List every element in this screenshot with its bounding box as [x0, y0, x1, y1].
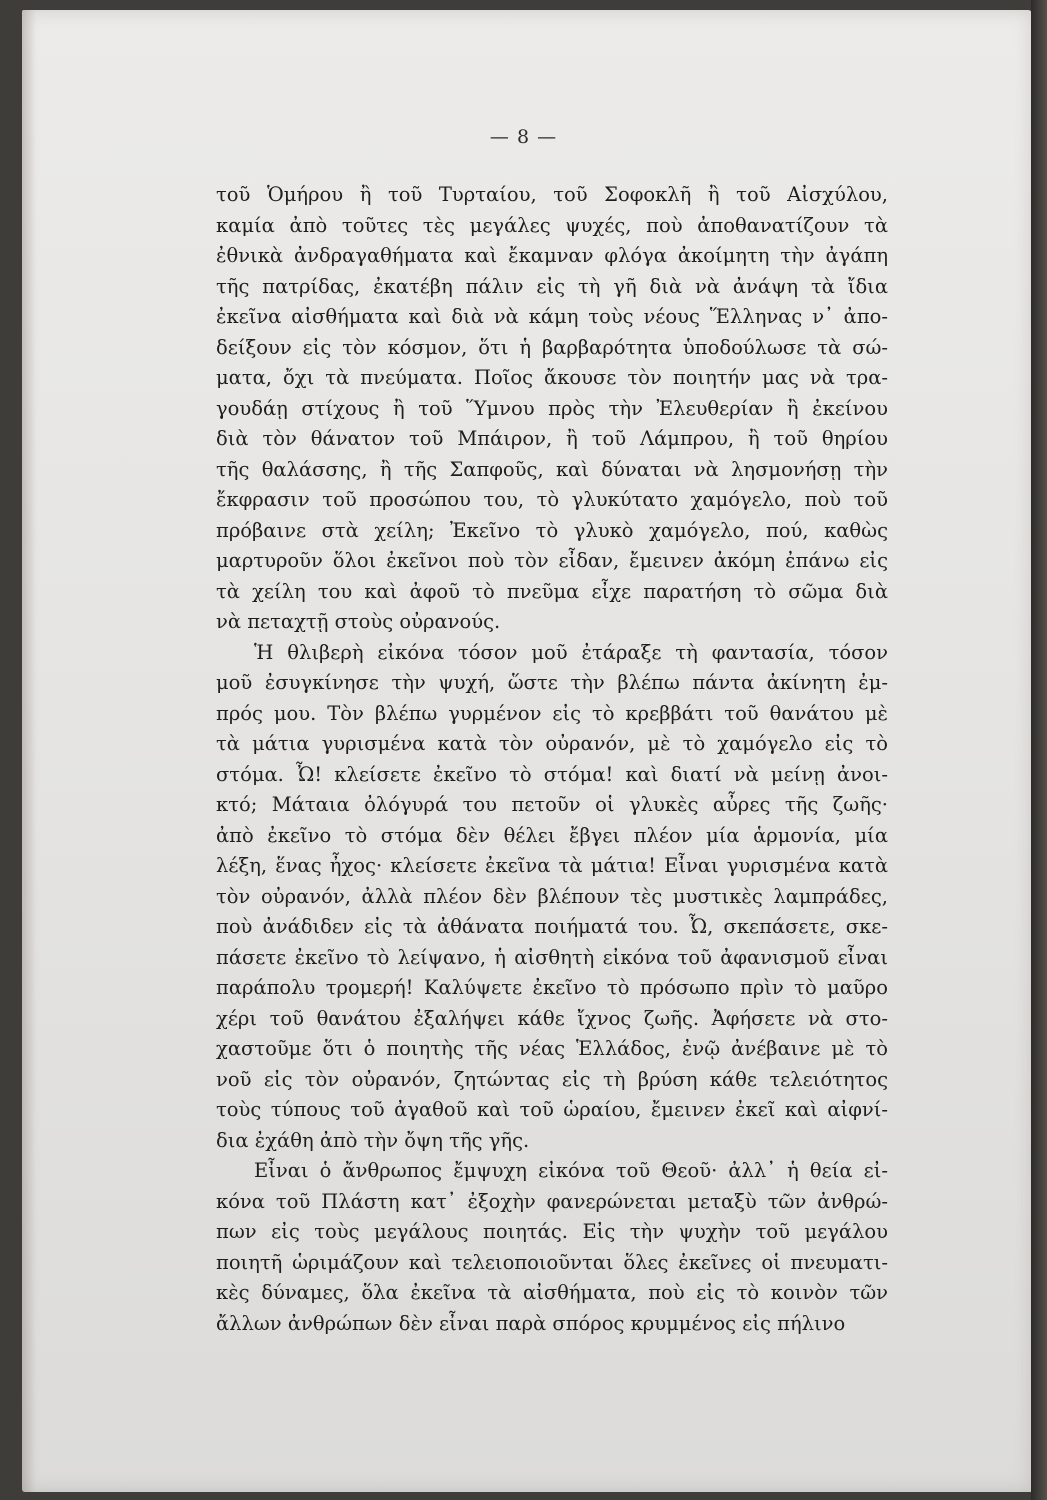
text-line: μοῦ ἐσυγκίνησε τὴν ψυχή, ὥστε τὴν βλέπω πάντα ἀκίνητη ἐμ-: [216, 671, 888, 694]
body-text: [216, 180, 888, 1339]
text-line: τῆς θαλάσσης, ἢ τῆς Σαπφοῦς, καὶ δύναται νὰ λησμονήσῃ τὴν: [216, 457, 888, 481]
text-line: γουδάῃ στίχους ἢ τοῦ Ὕμνου πρὸς τὴν Ἐλευθερίαν ἢ ἐκείνου: [216, 396, 888, 420]
text-line: δια ἐχάθη ἀπὸ τὴν ὄψη τῆς γῆς.: [216, 1128, 530, 1152]
text-line: τὰ χείλη του καὶ ἀφοῦ τὸ πνεῦμα εἶχε παρατήση τὸ σῶμα διὰ: [216, 579, 888, 603]
paragraph: [216, 180, 888, 638]
text-line: ἐθνικὰ ἀνδραγαθήματα καὶ ἔκαμναν φλόγα ἀκοίμητη τὴν ἀγάπη: [216, 244, 888, 267]
text-line: λέξη, ἕνας ἦχος· κλείσετε ἐκεῖνα τὰ μάτια! Εἶναι γυρισμένα κατὰ: [216, 854, 888, 877]
text-line: νοῦ εἰς τὸν οὐρανόν, ζητώντας εἰς τὴ βρύση κάθε τελειότητος: [216, 1067, 888, 1091]
text-line: διὰ τὸν θάνατον τοῦ Μπάιρον, ἢ τοῦ Λάμπρου, ἢ τοῦ θηρίου: [216, 427, 888, 450]
text-line: χαστοῦμε ὅτι ὁ ποιητὴς τῆς νέας Ἑλλάδος, ἐνῷ ἀνέβαινε μὲ τὸ: [216, 1037, 888, 1060]
text-line: δείξουν εἰς τὸν κόσμον, ὅτι ἡ βαρβαρότητα ὑποδούλωσε τὰ σώ-: [216, 335, 888, 359]
text-line: τοὺς τύπους τοῦ ἀγαθοῦ καὶ τοῦ ὡραίου, ἔμεινεν ἐκεῖ καὶ αἰφνί-: [216, 1098, 888, 1121]
text-line: Εἶναι ὁ ἄνθρωπος ἔμψυχη εἰκόνα τοῦ Θεοῦ· ἀλλ᾽ ἡ θεία εἰ-: [254, 1159, 888, 1182]
text-line: ματα, ὄχι τὰ πνεύματα. Ποῖος ἄκουσε τὸν ποιητήν μας νὰ τρα-: [216, 366, 888, 389]
text-line: πάσετε ἐκεῖνο τὸ λείψανο, ἡ αἰσθητὴ εἰκόνα τοῦ ἀφανισμοῦ εἶναι: [216, 945, 888, 969]
text-line: ἔκφρασιν τοῦ προσώπου του, τὸ γλυκύτατο χαμόγελο, ποὺ τοῦ: [216, 488, 888, 511]
paragraph: [216, 1156, 888, 1339]
text-line: τῆς πατρίδας, ἐκατέβη πάλιν εἰς τὴ γῆ διὰ νὰ ἀνάψη τὰ ἴδια: [216, 274, 888, 298]
text-line: ποὺ ἀνάδιδεν εἰς τὰ ἀθάνατα ποιήματά του. Ὦ, σκεπάσετε, σκε-: [216, 915, 888, 938]
page-number: — 8 —: [489, 126, 558, 148]
text-line: τοῦ Ὁμήρου ἢ τοῦ Τυρταίου, τοῦ Σοφοκλῆ ἢ τοῦ Αἰσχύλου,: [216, 183, 888, 206]
text-line: Ἡ θλιβερὴ εἰκόνα τόσον μοῦ ἐτάραξε τὴ φαντασία, τόσον: [254, 640, 888, 664]
text-line: πων εἰς τοὺς μεγάλους ποιητάς. Εἰς τὴν ψυχὴν τοῦ μεγάλου: [216, 1220, 888, 1243]
adjacent-page-edge: [1031, 0, 1047, 1500]
text-line: χέρι τοῦ θανάτου ἐξαλήψει κάθε ἴχνος ζωῆς. Ἀφήσετε νὰ στο-: [216, 1006, 888, 1030]
text-line: ἄλλων ἀνθρώπων δὲν εἶναι παρὰ σπόρος κρυμμένος εἰς πήλινο: [216, 1311, 846, 1335]
text-line: πρόβαινε στὰ χείλη; Ἐκεῖνο τὸ γλυκὸ χαμόγελο, πού, καθὼς: [216, 518, 888, 542]
text-line: μαρτυροῦν ὅλοι ἐκεῖνοι ποὺ τὸν εἶδαν, ἔμεινεν ἀκόμη ἐπάνω εἰς: [216, 549, 888, 572]
text-line: κτό; Μάταια ὀλόγυρά του πετοῦν οἱ γλυκὲς αὖρες τῆς ζωῆς·: [216, 793, 888, 816]
text-line: τὰ μάτια γυρισμένα κατὰ τὸν οὐρανόν, μὲ τὸ χαμόγελο εἰς τὸ: [216, 732, 888, 755]
text-line: νὰ πεταχτῇ στοὺς οὐρανούς.: [216, 610, 501, 633]
text-line: τὸν οὐρανόν, ἀλλὰ πλέον δὲν βλέπουν τὲς μυστικὲς λαμπράδες,: [216, 884, 888, 908]
text-line: κὲς δύναμες, ὅλα ἐκεῖνα τὰ αἰσθήματα, ποὺ εἰς τὸ κοινὸν τῶν: [216, 1281, 888, 1304]
text-line: πρός μου. Τὸν βλέπω γυρμένον εἰς τὸ κρεββάτι τοῦ θανάτου μὲ: [216, 701, 888, 725]
text-line: στόμα. Ὦ! κλείσετε ἐκεῖνο τὸ στόμα! καὶ διατί νὰ μείνῃ ἀνοι-: [216, 762, 888, 786]
text-line: καμία ἀπὸ τοῦτες τὲς μεγάλες ψυχές, ποὺ ἀποθανατίζουν τὰ: [216, 213, 888, 237]
text-line: ἀπὸ ἐκεῖνο τὸ στόμα δὲν θέλει ἔβγει πλέον μία ἁρμονία, μία: [216, 823, 888, 847]
text-line: ποιητῆ ὡριμάζουν καὶ τελειοποιοῦνται ὅλες ἐκεῖνες οἱ πνευματι-: [216, 1250, 888, 1274]
text-line: παράπολυ τρομερή! Καλύψετε ἐκεῖνο τὸ πρόσωπο πρὶν τὸ μαῦρο: [216, 976, 888, 999]
page-shadow-edge: [22, 10, 36, 1492]
paragraph: [216, 638, 888, 1157]
text-line: ἐκεῖνα αἰσθήματα καὶ διὰ νὰ κάμη τοὺς νέους Ἕλληνας ν᾽ ἀπο-: [216, 305, 888, 328]
text-line: κόνα τοῦ Πλάστη κατ᾽ ἐξοχὴν φανερώνεται μεταξὺ τῶν ἀνθρώ-: [216, 1189, 888, 1213]
